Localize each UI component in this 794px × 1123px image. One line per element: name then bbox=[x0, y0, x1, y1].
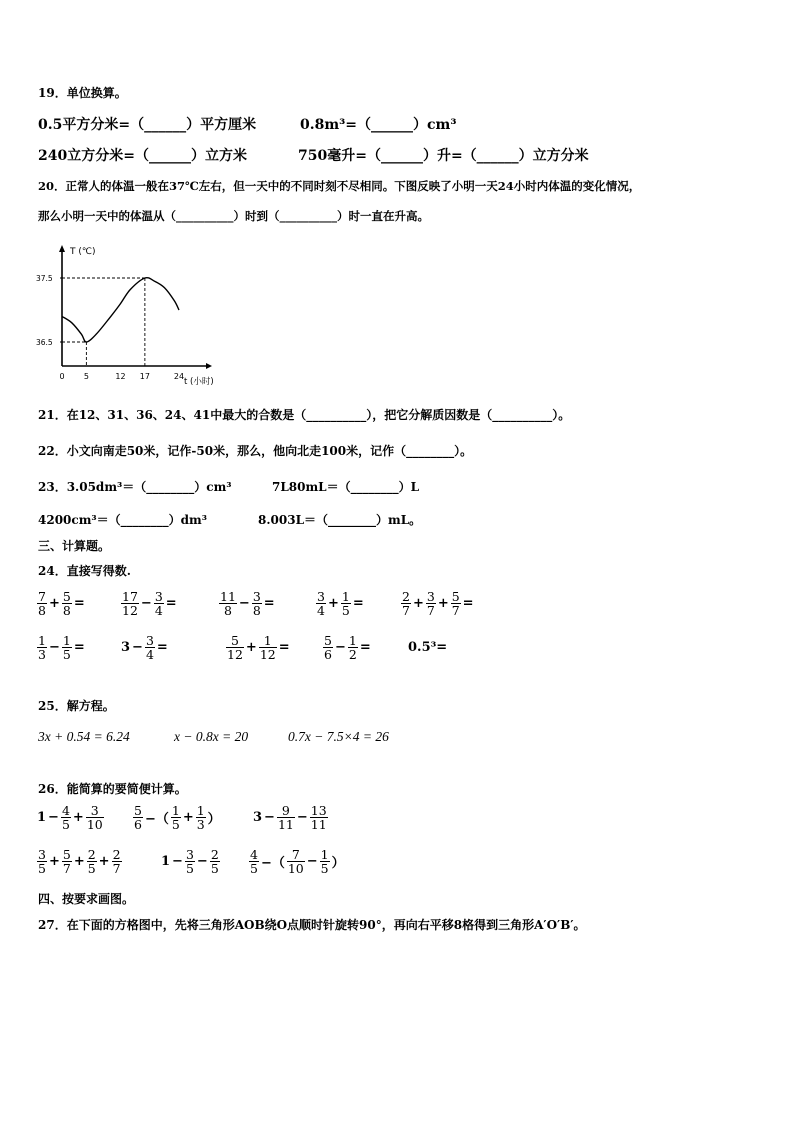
x-tick-label: 24 bbox=[173, 372, 185, 381]
q24-r2-item2: 3 − $\frac{3}{4}$ = bbox=[121, 633, 168, 663]
x-axis-arrow bbox=[206, 363, 212, 369]
q24-r1-item5: $\frac{2}{7}$ + $\frac{3}{7}$ + $\frac{5}{7}$ = bbox=[402, 589, 474, 619]
x-axis-label: t (小时) bbox=[184, 377, 214, 387]
q27: 27．在下面的方格图中，先将三角形AOB绕O点顺时针旋转90°，再向右平移8格得到三角形A′O′B′。 bbox=[38, 918, 586, 932]
q25-title: 25．解方程。 bbox=[38, 699, 115, 713]
section-4-heading: 四、按要求画图。 bbox=[38, 892, 135, 906]
q24-r1-item3: $\frac{11}{8}$ − $\frac{3}{8}$ = bbox=[220, 589, 275, 619]
y-tick-label: 37.5 bbox=[36, 274, 53, 283]
q19-line1-b: 0.8m³=（______）cm³ bbox=[300, 117, 457, 133]
q22: 22．小文向南走50米，记作-50米，那么，他向北走100米，记作（________）。 bbox=[38, 444, 473, 458]
q25-equation-1: 3x + 0.54 = 6.24 bbox=[38, 729, 130, 744]
q19-line1-a: 0.5平方分米=（______）平方厘米 bbox=[38, 117, 257, 133]
q24-r2-item3: $\frac{5}{12}$ + $\frac{1}{12}$ = bbox=[227, 633, 290, 663]
y-axis-label: T (℃) bbox=[70, 247, 96, 257]
q24-r2-item5: 0.5³= bbox=[408, 640, 448, 655]
q21: 21．在12、31、36、24、41中最大的合数是（__________），把它分解质因数是（__________）。 bbox=[38, 408, 571, 422]
q20-line2: 那么小明一天中的体温从（__________）时到（__________）时一直在升高。 bbox=[38, 209, 429, 223]
x-tick-label: 17 bbox=[139, 372, 150, 381]
section-3-heading: 三、计算题。 bbox=[38, 539, 111, 553]
q24-title: 24．直接写得数. bbox=[38, 564, 131, 578]
q24-r1-item4: $\frac{3}{4}$ + $\frac{1}{5}$ = bbox=[317, 589, 364, 619]
q19-title: 19．单位换算。 bbox=[38, 86, 127, 100]
q24-r2-item4: $\frac{5}{6}$ − $\frac{1}{2}$ = bbox=[324, 633, 371, 663]
q23-c: 4200cm³＝（________）dm³ bbox=[38, 513, 208, 527]
q26-expr-e: 1 − $\frac{3}{5}$ − $\frac{2}{5}$ bbox=[161, 847, 219, 877]
q20-line1: 20．正常人的体温一般在37℃左右，但一天中的不同时刻不尽相同。下图反映了小明一天24小时内体温的变化情况， bbox=[38, 179, 641, 193]
q26-expr-b: $\frac{5}{6}$ −（ $\frac{1}{5}$ + $\frac{1}{3}$ ） bbox=[134, 803, 221, 833]
y-axis-arrow bbox=[59, 245, 65, 252]
q24-r2-item1: $\frac{1}{3}$ − $\frac{1}{5}$ = bbox=[38, 633, 85, 663]
x-tick-label: 0 bbox=[59, 372, 65, 381]
q26-expr-a: 1 − $\frac{4}{5}$ + $\frac{3}{10}$ bbox=[37, 803, 103, 833]
q19-line2-a: 240立方分米=（______）立方米 bbox=[38, 148, 247, 164]
x-tick-label: 5 bbox=[83, 372, 89, 381]
q24-r1-item1: $\frac{7}{8}$ + $\frac{5}{8}$ = bbox=[38, 589, 85, 619]
q26-expr-d: $\frac{3}{5}$ + $\frac{5}{7}$ + $\frac{2}{5}$ + $\frac{2}{7}$ bbox=[38, 847, 121, 877]
temperature-curve bbox=[62, 278, 179, 342]
q23-b: 7L80mL＝（________）L bbox=[272, 480, 420, 494]
q26-title: 26．能简算的要简便计算。 bbox=[38, 782, 187, 796]
x-tick-label: 12 bbox=[115, 372, 126, 381]
y-tick-label: 36.5 bbox=[36, 338, 53, 347]
temperature-chart bbox=[34, 238, 224, 390]
q19-line2-b: 750毫升=（______）升=（______）立方分米 bbox=[298, 148, 589, 164]
q24-r1-item2: $\frac{17}{12}$ − $\frac{3}{4}$ = bbox=[122, 589, 177, 619]
q23-a: 23．3.05dm³＝（________）cm³ bbox=[38, 480, 232, 494]
q25-equation-2: x − 0.8x = 20 bbox=[174, 729, 249, 744]
q23-d: 8.003L＝（________）mL。 bbox=[258, 513, 422, 527]
q26-expr-c: 3 − $\frac{9}{11}$ − $\frac{13}{11}$ bbox=[253, 803, 327, 833]
q26-expr-f: $\frac{4}{5}$ −（ $\frac{7}{10}$ − $\frac{1}{5}$ ） bbox=[250, 847, 345, 877]
q25-equation-3: 0.7x − 7.5×4 = 26 bbox=[288, 729, 389, 744]
